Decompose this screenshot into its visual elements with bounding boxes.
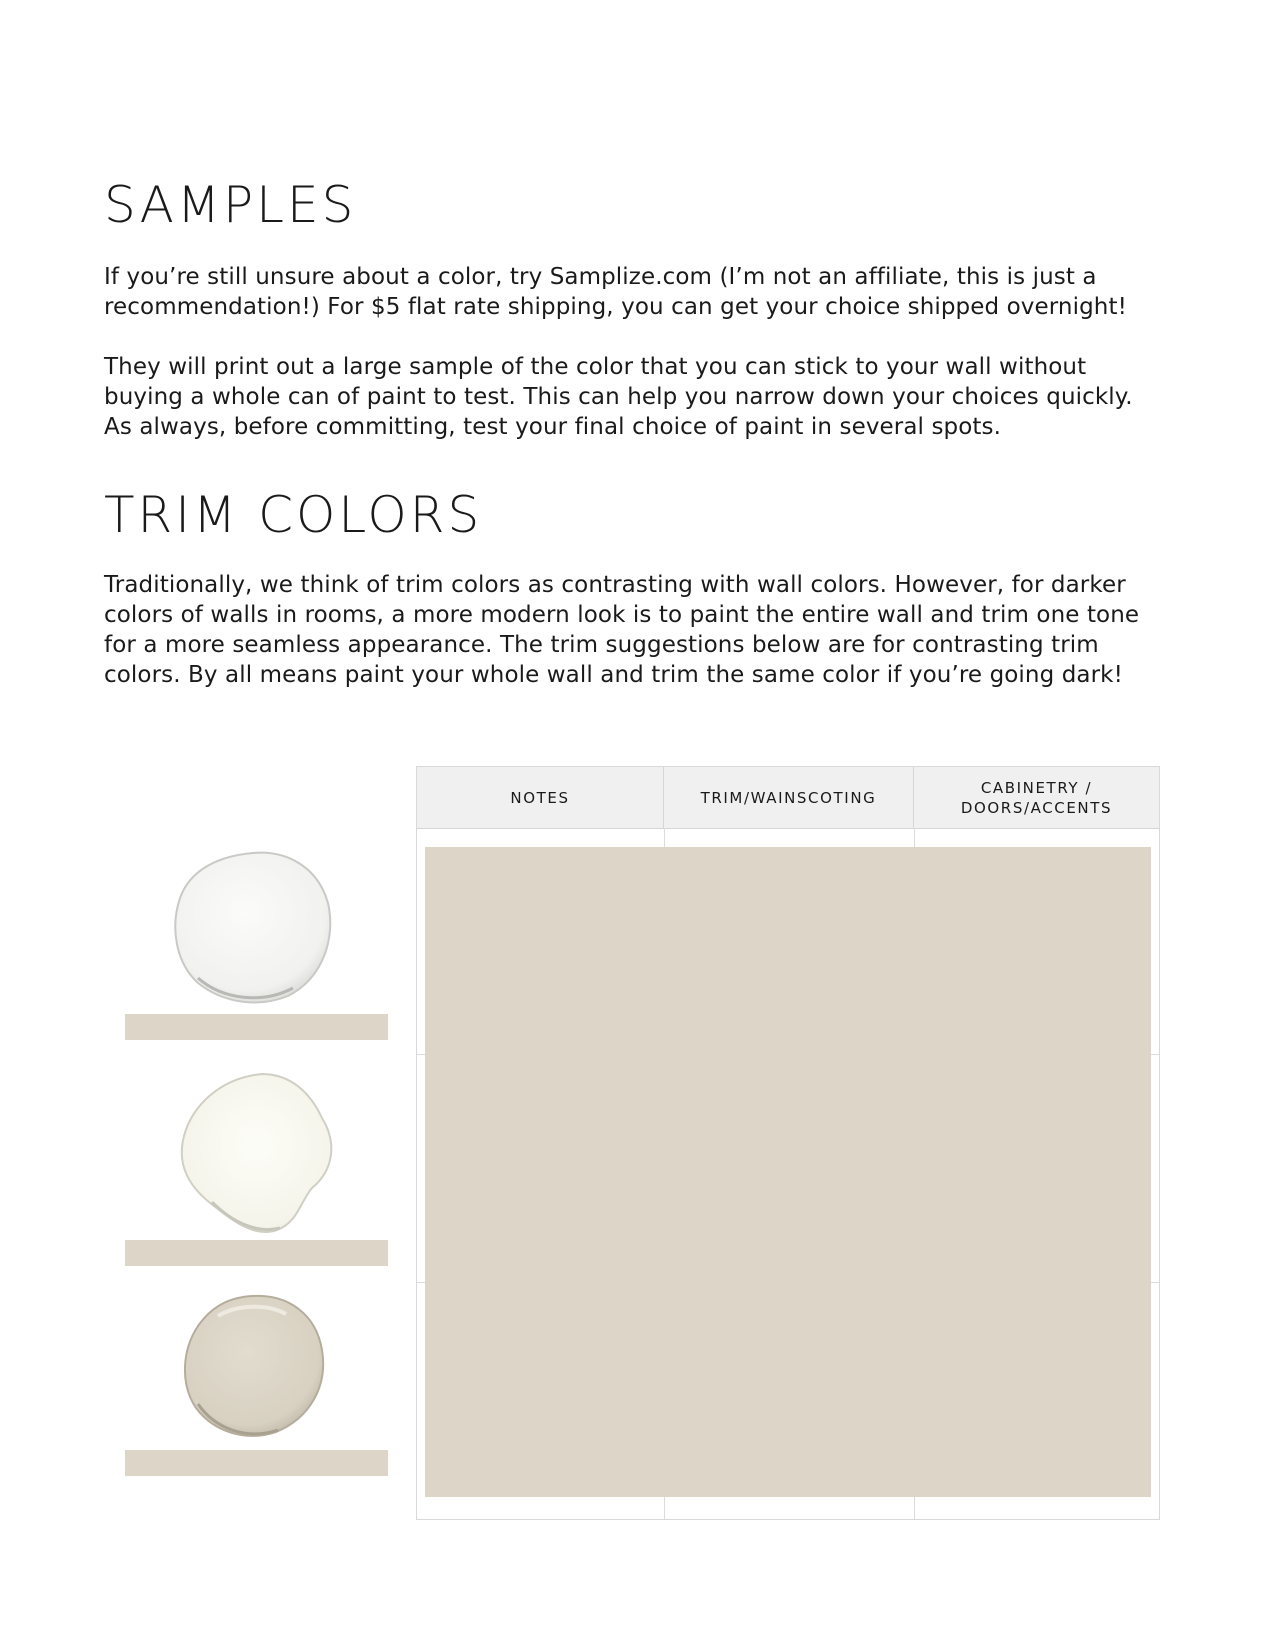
trim-colors-heading: TRIM COLORS (104, 486, 483, 544)
text-line: They will print out a large sample of the color that you can stick to your wall without (104, 354, 1087, 380)
text-line: As always, before committing, test your final choice of paint in several spots. (104, 414, 1002, 440)
swatch-label-bar (125, 1450, 388, 1476)
paint-blob-icon (178, 1292, 328, 1442)
paint-blob-icon (172, 1070, 342, 1240)
header-notes: NOTES (417, 767, 664, 828)
text-line: If you’re still unsure about a color, try Samplize.com (I’m not an affiliate, this is just a (104, 264, 1097, 290)
text-line: colors. By all means paint your whole wall and trim the same color if you’re going dark! (104, 662, 1123, 688)
text-line: buying a whole can of paint to test. This can help you narrow down your choices quickly. (104, 384, 1133, 410)
text-line: recommendation!) For $5 flat rate shipping, you can get your choice shipped overnight! (104, 294, 1127, 320)
paint-blob-icon (168, 848, 338, 1008)
text-line: colors of walls in rooms, a more modern look is to paint the entire wall and trim one tone (104, 602, 1140, 628)
text-line: for a more seamless appearance. The trim suggestions below are for contrasting trim (104, 632, 1099, 658)
header-cabinetry-doors-accents: CABINETRY / DOORS/ACCENTS (960, 778, 1113, 817)
samples-paragraph-2 (104, 352, 1184, 442)
samples-paragraph-1 (104, 262, 1184, 322)
text-line: Traditionally, we think of trim colors as contrasting with wall colors. However, for darker (104, 572, 1126, 598)
color-overlay-block (425, 847, 1151, 1497)
trim-colors-paragraph (104, 570, 1184, 690)
table-header-row (417, 767, 1159, 829)
swatch-label-bar (125, 1014, 388, 1040)
header-trim-wainscoting: TRIM/WAINSCOTING (664, 767, 914, 828)
samples-heading: SAMPLES (104, 176, 357, 234)
swatch-label-bar (125, 1240, 388, 1266)
